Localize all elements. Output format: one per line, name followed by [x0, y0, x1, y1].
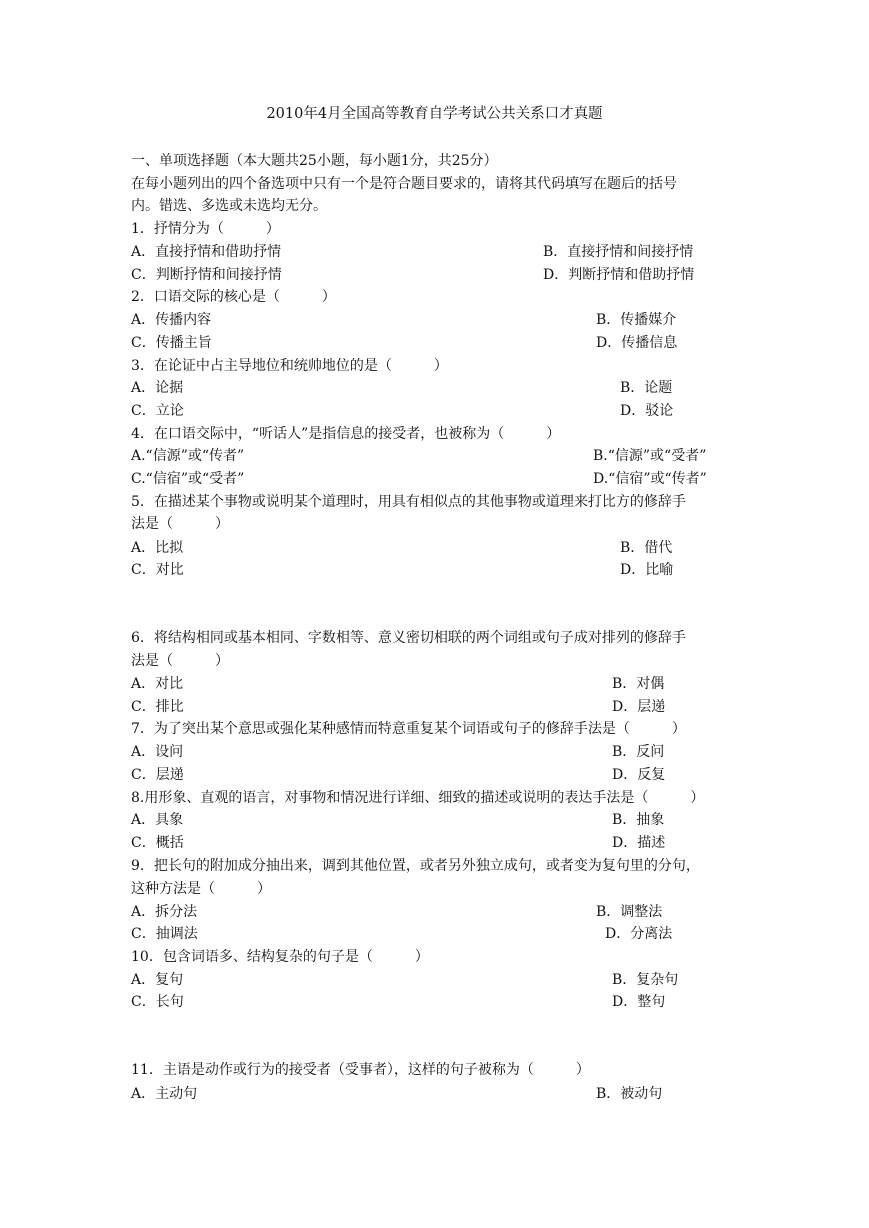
option-c: C．抽调法 — [131, 926, 198, 942]
option-d: D．比喻 — [620, 562, 674, 578]
option-b: B．抽象 — [612, 812, 665, 828]
question-stem: 法是（ ） — [131, 653, 229, 669]
question-stem: 4．在口语交际中，“听话人”是指信息的接受者，也被称为（ ） — [131, 426, 561, 442]
option-d: D.“信宿”或“传者” — [593, 471, 707, 487]
option-b: B．借代 — [620, 540, 673, 556]
option-a: A．拆分法 — [131, 904, 198, 920]
option-d: D．整句 — [612, 994, 666, 1010]
option-c: C．层递 — [131, 767, 184, 783]
option-b: B．被动句 — [596, 1086, 663, 1102]
option-a: A．具象 — [131, 812, 184, 828]
option-b: B．对偶 — [612, 676, 665, 692]
option-d: D．驳论 — [620, 403, 674, 419]
option-d: D．传播信息 — [596, 335, 678, 351]
option-b: B．直接抒情和间接抒情 — [543, 244, 694, 260]
page-title: 2010年4月全国高等教育自学考试公共关系口才真题 — [266, 106, 603, 122]
option-a: A．复句 — [131, 972, 184, 988]
option-d: D．反复 — [612, 767, 666, 783]
question-stem: 5．在描述某个事物或说明某个道理时，用具有相似点的其他事物或道理来打比方的修辞手 — [131, 494, 686, 510]
question-stem: 1．抒情分为（ ） — [131, 221, 280, 237]
option-a: A．比拟 — [131, 540, 184, 556]
option-c: C.“信宿”或“受者” — [131, 471, 245, 487]
option-a: A．主动句 — [131, 1086, 198, 1102]
instructions-line: 内。错选、多选或未选均无分。 — [131, 198, 327, 214]
question-stem: 这种方法是（ ） — [131, 881, 271, 897]
option-b: B．传播媒介 — [596, 312, 677, 328]
question-stem: 2．口语交际的核心是（ ） — [131, 289, 336, 305]
option-d: D．层递 — [612, 699, 666, 715]
option-a: A．论据 — [131, 380, 184, 396]
option-b: B．论题 — [620, 380, 673, 396]
option-a: A．传播内容 — [131, 312, 212, 328]
option-c: C．传播主旨 — [131, 335, 212, 351]
option-c: C．立论 — [131, 403, 184, 419]
question-stem: 8.用形象、直观的语言，对事物和情况进行详细、细致的描述或说明的表达手法是（ ） — [131, 790, 705, 806]
option-c: C．长句 — [131, 994, 184, 1010]
option-b: B．调整法 — [596, 904, 663, 920]
option-a: A．设问 — [131, 744, 184, 760]
option-c: C．概括 — [131, 835, 184, 851]
option-c: C．判断抒情和间接抒情 — [131, 267, 282, 283]
option-a: A.“信源”或“传者” — [131, 448, 245, 464]
section-header: 一、单项选择题（本大题共25小题，每小题1分，共25分） — [131, 153, 498, 169]
option-d: D．判断抒情和借助抒情 — [543, 267, 695, 283]
option-a: A．直接抒情和借助抒情 — [131, 244, 282, 260]
question-stem: 法是（ ） — [131, 516, 229, 532]
option-b: B．复杂句 — [612, 972, 679, 988]
option-d: D．分离法 — [605, 926, 673, 942]
instructions-line: 在每小题列出的四个备选项中只有一个是符合题目要求的，请将其代码填写在题后的括号 — [131, 176, 677, 192]
question-stem: 9．把长句的附加成分抽出来，调到其他位置，或者另外独立成句，或者变为复句里的分句， — [131, 858, 700, 874]
option-d: D．描述 — [612, 835, 666, 851]
question-stem: 6．将结构相同或基本相同、字数相等、意义密切相联的两个词组或句子成对排列的修辞手 — [131, 630, 686, 646]
option-b: B．反问 — [612, 744, 665, 760]
question-stem: 10．包含词语多、结构复杂的句子是（ ） — [131, 949, 429, 965]
option-c: C．对比 — [131, 562, 184, 578]
option-a: A．对比 — [131, 676, 184, 692]
question-stem: 11．主语是动作或行为的接受者（受事者），这样的句子被称为（ ） — [131, 1062, 590, 1078]
question-stem: 7．为了突出某个意思或强化某种感情而特意重复某个词语或句子的修辞手法是（ ） — [131, 721, 686, 737]
option-c: C．排比 — [131, 699, 184, 715]
question-stem: 3．在论证中占主导地位和统帅地位的是（ ） — [131, 358, 448, 374]
option-b: B.“信源”或“受者” — [593, 448, 707, 464]
